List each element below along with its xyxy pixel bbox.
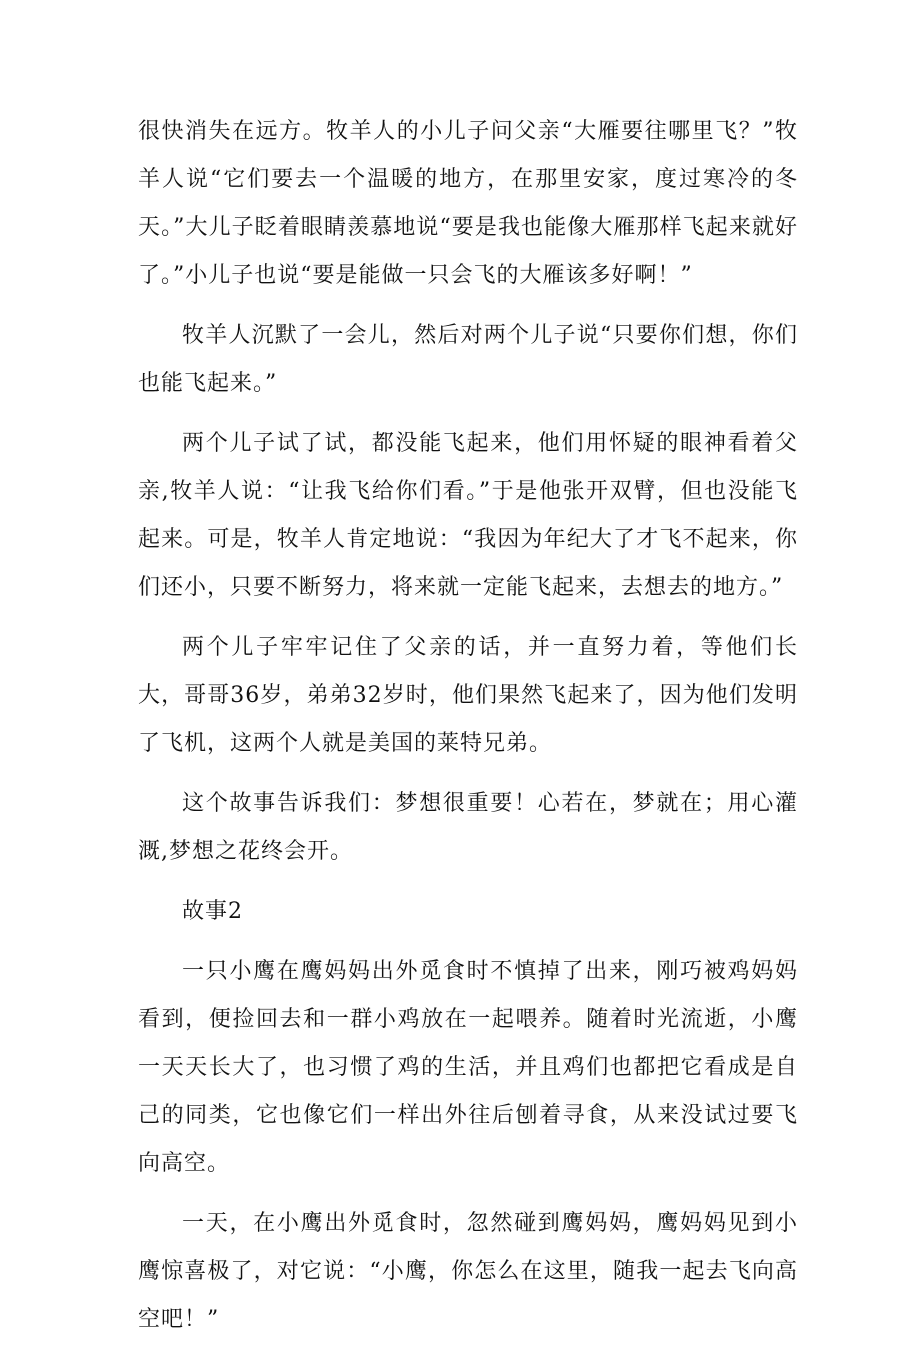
paragraph-7: 一只小鹰在鹰妈妈出外觅食时不慎掉了出来，刚巧被鸡妈妈看到，便捡回去和一群小鸡放在一起喂养。随着时光流逝，小鹰一天天长大了，也习惯了鸡的生活，并且鸡们也都把它看成是自己的同类，它也像它们一样出外往后刨着寻食，从来没试过要飞向高空。 — [138, 959, 798, 1176]
paragraph-4: 两个儿子牢牢记住了父亲的话，并一直努力着，等他们长大，哥哥36岁，弟弟32岁时，他们果然飞起来了，因为他们发明了飞机，这两个人就是美国的莱特兄弟。 — [138, 635, 798, 756]
paragraph-5: 这个故事告诉我们：梦想很重要！心若在，梦就在；用心灌溉,梦想之花终会开。 — [138, 791, 798, 864]
document-body — [138, 108, 798, 1356]
paragraph-2: 牧羊人沉默了一会儿，然后对两个儿子说“只要你们想，你们也能飞起来。” — [138, 323, 798, 396]
paragraph-1: 很快消失在远方。牧羊人的小儿子问父亲“大雁要往哪里飞？”牧羊人说“它们要去一个温暖的地方，在那里安家，度过寒冷的冬天。”大儿子眨着眼睛羡慕地说“要是我也能像大雁那样飞起来就好了。”小儿子也说“要是能做一只会飞的大雁该多好啊！” — [138, 119, 798, 288]
paragraph-3: 两个儿子试了试，都没能飞起来，他们用怀疑的眼神看着父亲,牧羊人说：“让我飞给你们看。”于是他张开双臂，但也没能飞起来。可是，牧羊人肯定地说：“我因为年纪大了才飞不起来，你们还小，只要不断努力，将来就一定能飞起来，去想去的地方。” — [138, 431, 798, 600]
story-2-heading: 故事2 — [182, 899, 243, 924]
paragraph-8: 一天，在小鹰出外觅食时，忽然碰到鹰妈妈，鹰妈妈见到小鹰惊喜极了，对它说：“小鹰，你怎么在这里，随我一起去飞向高空吧！” — [138, 1211, 798, 1332]
